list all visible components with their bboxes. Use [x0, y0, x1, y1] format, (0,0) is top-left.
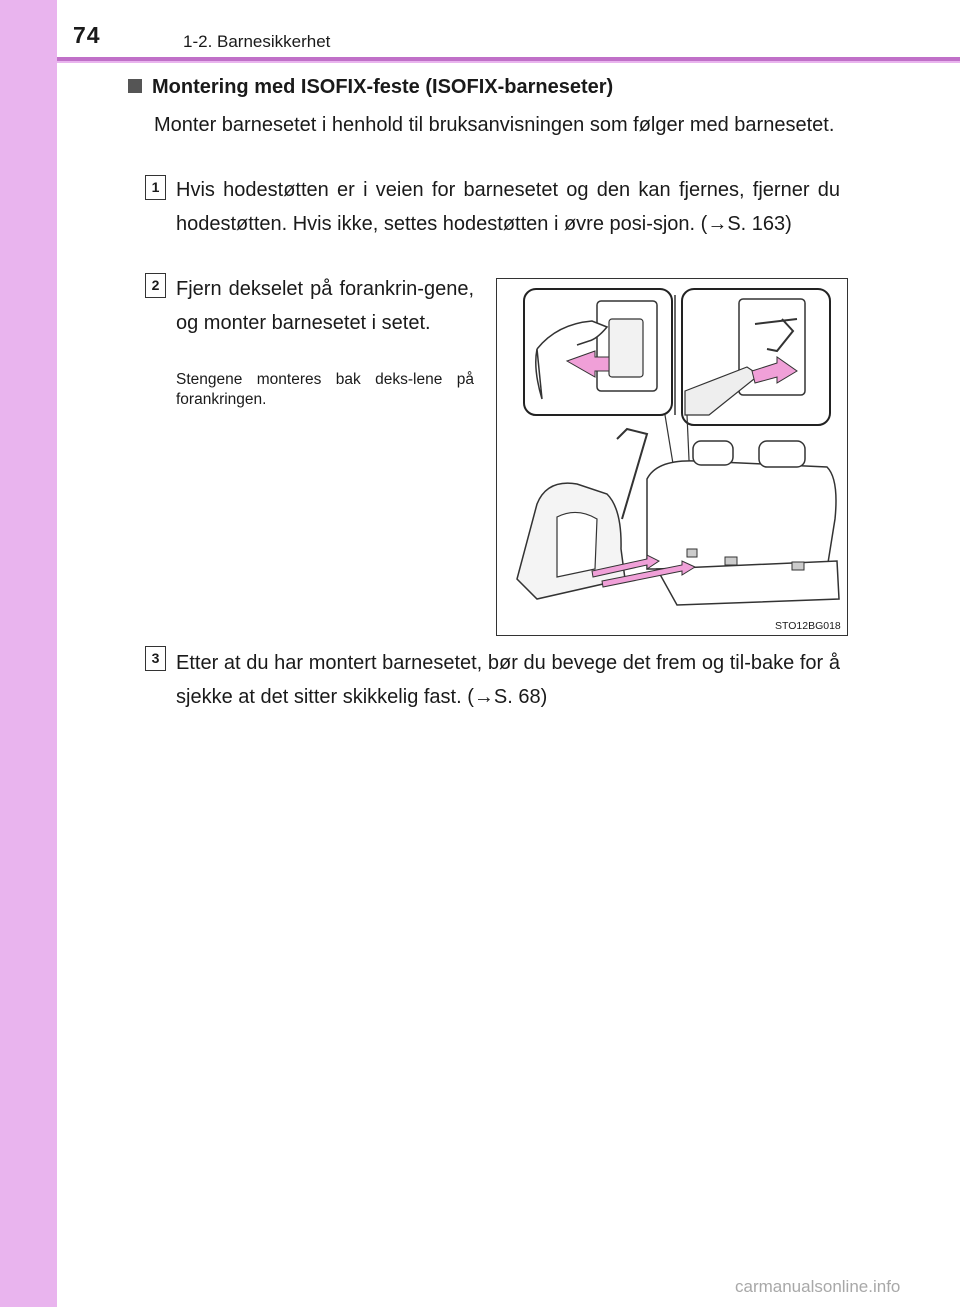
chapter-side-band — [0, 0, 57, 1307]
intro-paragraph: Monter barnesetet i henhold til bruksanvisningen som følger med barnesetet. — [154, 114, 835, 136]
step-3-number: 3 — [145, 646, 166, 671]
section-heading-text: Montering med ISOFIX-feste (ISOFIX-barneseter) — [152, 76, 614, 98]
section-heading — [128, 76, 613, 99]
isofix-illustration — [496, 278, 848, 636]
rear-seat-back — [647, 461, 836, 569]
figure-code: STO12BG018 — [775, 620, 841, 632]
step-2-number: 2 — [145, 273, 166, 298]
square-bullet-icon — [128, 79, 142, 93]
header-underline — [57, 61, 960, 63]
isofix-installation-drawing — [497, 279, 846, 634]
step-3-text: Etter at du har montert barnesetet, bør du bevege det frem og til-bake for å sjekke at det sitter skikkelig fast. (→S. 68) — [176, 652, 840, 708]
step-1-text: Hvis hodestøtten er i veien for barnesetet og den kan fjernes, fjerner du hodestøtten. Hvis ikke, settes hodestøtten i øvre posi-sjon. (→S. 163) — [176, 179, 840, 235]
step-2-note: Stengene monteres bak deks-lene på forankringen. — [176, 371, 474, 408]
page-number: 74 — [73, 22, 101, 48]
watermark-link[interactable]: carmanualsonline.info — [735, 1277, 901, 1296]
step-2-text: Fjern dekselet på forankrin-gene, og monter barnesetet i setet. — [176, 278, 474, 334]
chapter-title: 1-2. Barnesikkerhet — [183, 32, 331, 51]
step-1-number: 1 — [145, 175, 166, 200]
